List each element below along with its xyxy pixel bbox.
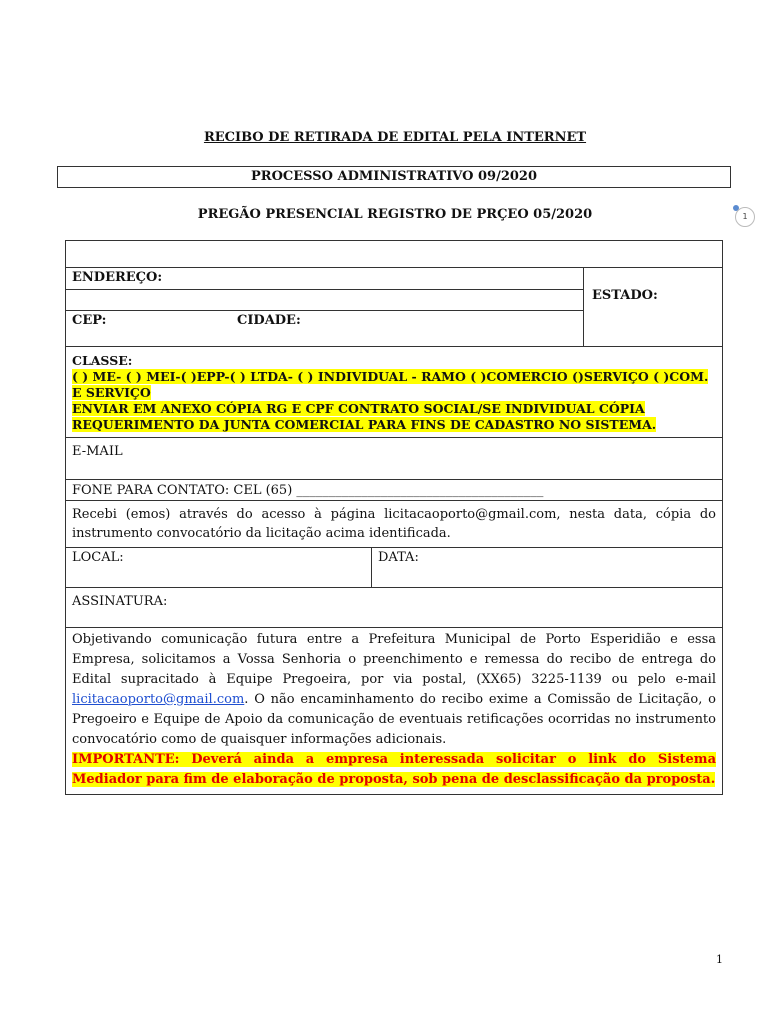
objective-text-1: Objetivando comunicação futura entre a Prefeitura Municipal de Porto Esperidião e essa Empresa, solicitamos a Vossa Senhoria o preenchimento e remessa do recibo de entrega do Edital supracitado à Equipe Pregoeira, por via postal, (XX65) 3225-1139 ou pelo e-mail: [72, 632, 716, 687]
document-title: RECIBO DE RETIRADA DE EDITAL PELA INTERNET: [203, 130, 587, 145]
receipt-statement: Recebi (emos) através do acesso à página licitacaoporto@gmail.com, nesta data, cópia do instrumento convocatório da licitação acima identificada.: [66, 501, 722, 548]
signature-field[interactable]: [66, 588, 722, 628]
receipt-form: [65, 240, 723, 795]
local-field[interactable]: [66, 548, 372, 587]
objective-section: [66, 628, 722, 794]
phone-field[interactable]: [66, 480, 722, 501]
local-label: LOCAL:: [72, 550, 124, 565]
signature-label: ASSINATURA:: [72, 594, 168, 609]
data-field[interactable]: [372, 548, 425, 587]
endereco-label: ENDEREÇO:: [72, 270, 163, 285]
email-label: E-MAIL: [72, 444, 123, 459]
address-block: [66, 268, 722, 347]
address-extra-line[interactable]: [66, 290, 583, 311]
important-notice: IMPORTANTE: Deverá ainda a empresa interessada solicitar o link do Sistema Mediador para fim de elaboração de proposta, sob pena de desclassificação da proposta.: [72, 752, 716, 787]
cep-cidade-row[interactable]: [66, 311, 583, 345]
anexo-instructions: ENVIAR EM ANEXO CÓPIA RG E CPF CONTRATO SOCIAL/SE INDIVIDUAL CÓPIA REQUERIMENTO DA JUNTA COMERCIAL PARA FINS DE CADASTRO NO SISTEMA.: [72, 401, 657, 432]
estado-field[interactable]: [584, 268, 722, 346]
cep-label: CEP:: [72, 313, 107, 328]
objective-text-2: . O não encaminhamento do recibo exime a Comissão de Licitação, o Pregoeiro e Equipe de Apoio da comunicação de eventuais retificações ocorridas no instrumento convocatório como de quaisquer informações adicionais.: [72, 692, 716, 747]
data-label: DATA:: [378, 550, 419, 565]
classe-section: [66, 347, 722, 438]
local-data-row: [66, 548, 722, 588]
classe-options[interactable]: ( ) ME- ( ) MEI-( )EPP-( ) LTDA- ( ) INDIVIDUAL - RAMO ( )COMERCIO ()SERVIÇO ( )COM. E SERVIÇO: [72, 369, 709, 400]
estado-label: ESTADO:: [592, 288, 658, 303]
endereco-field[interactable]: [66, 268, 583, 290]
company-name-row[interactable]: [66, 241, 722, 268]
address-left-column: [66, 268, 584, 346]
classe-label: CLASSE:: [72, 353, 133, 368]
email-link[interactable]: licitacaoporto@gmail.com: [72, 692, 245, 707]
email-field[interactable]: [66, 438, 722, 480]
phone-label: FONE PARA CONTATO: CEL (65) ______________________________________: [72, 483, 544, 498]
process-number-box: PROCESSO ADMINISTRATIVO 09/2020: [57, 166, 731, 188]
pregao-heading: PREGÃO PRESENCIAL REGISTRO DE PRÇEO 05/2020: [197, 207, 593, 222]
comment-badge[interactable]: 1: [735, 207, 755, 227]
page-number: 1: [716, 953, 723, 966]
cidade-label: CIDADE:: [237, 313, 301, 328]
